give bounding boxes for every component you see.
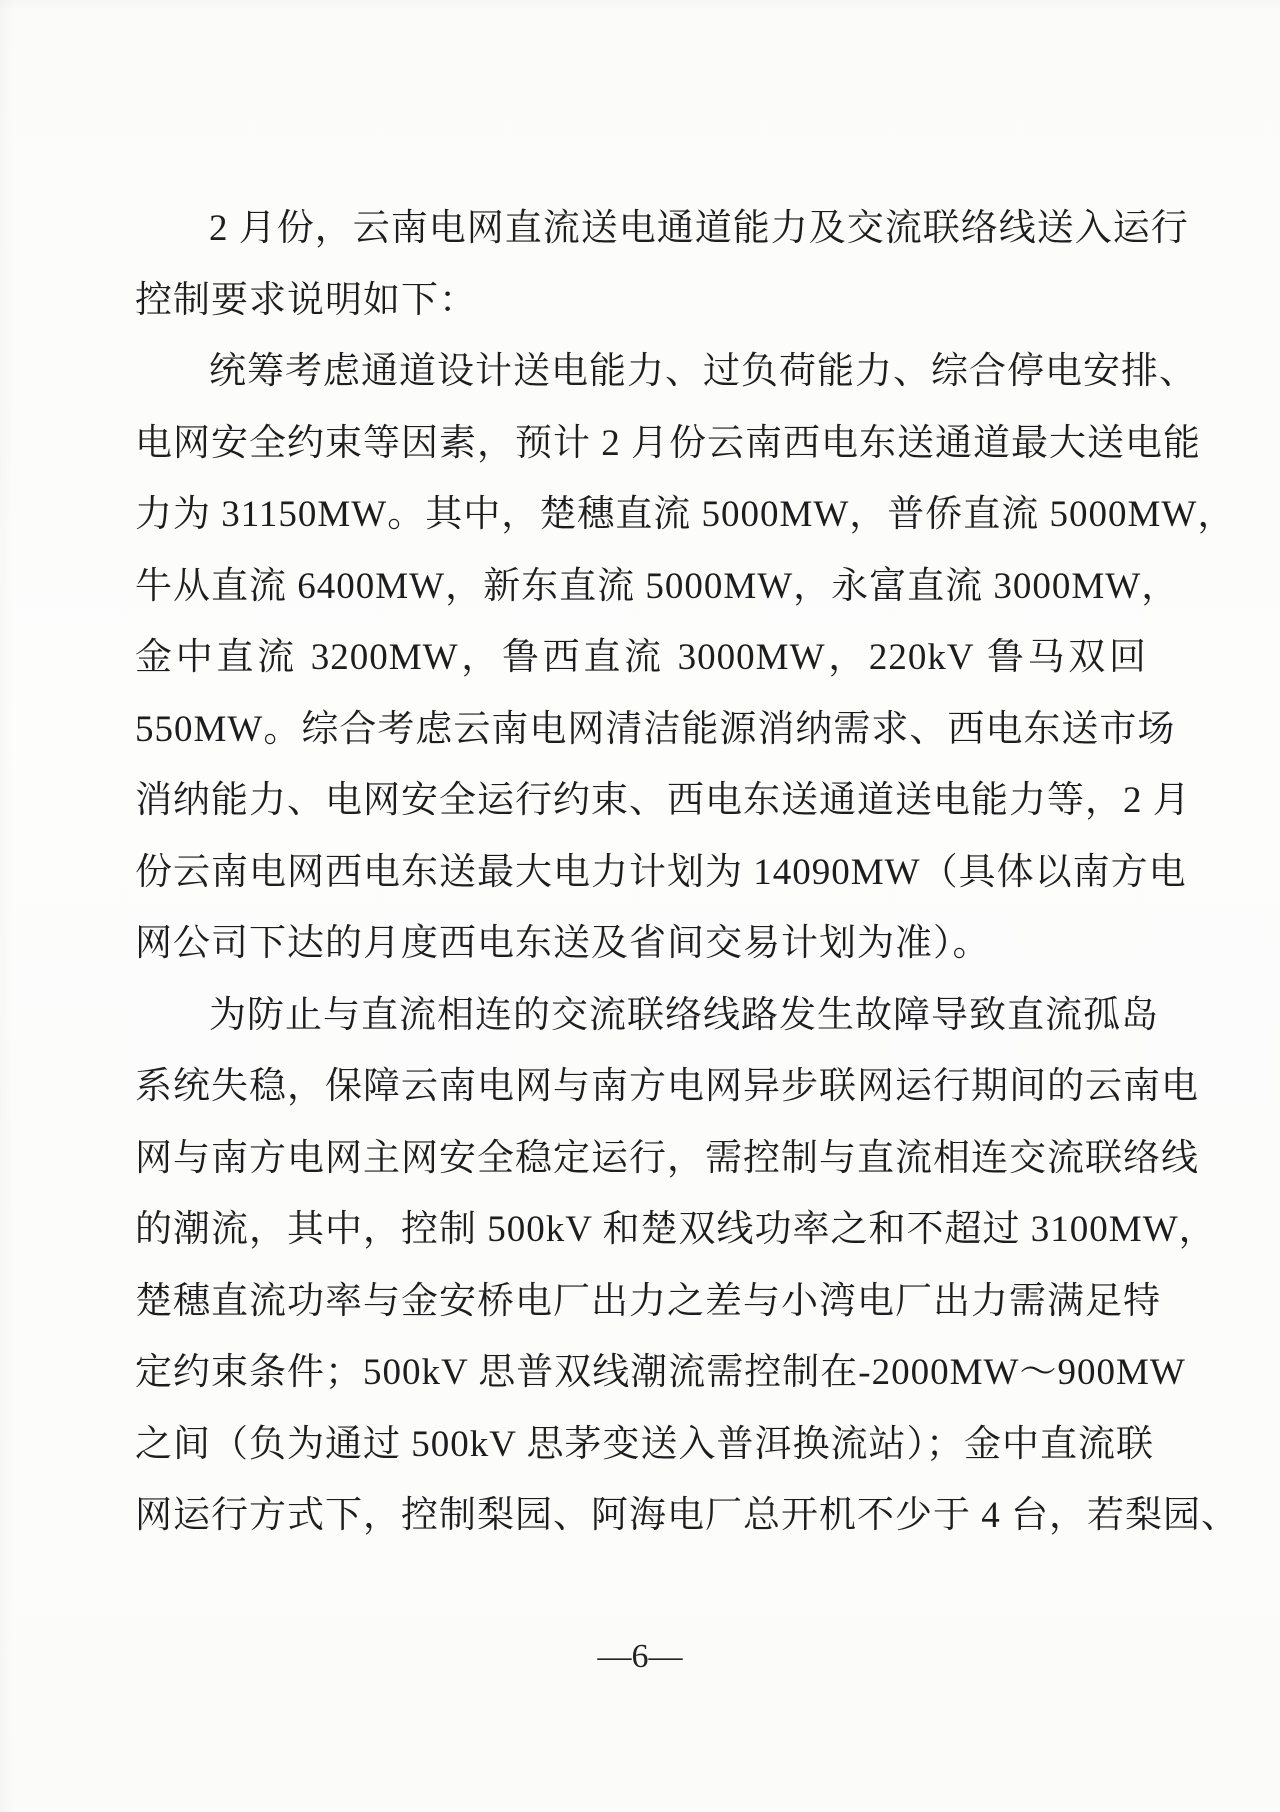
text-line: 为防止与直流相连的交流联络线路发生故障导致直流孤岛: [209, 994, 1159, 1036]
text-line: 定约束条件；500kV 思普双线潮流需控制在-2000MW～900MW: [135, 1352, 1186, 1393]
text-line: 550MW。综合考虑云南电网清洁能源消纳需求、西电东送市场: [135, 708, 1176, 750]
text-line: 统筹考虑通道设计送电能力、过负荷能力、综合停电安排、: [209, 351, 1197, 392]
paragraph: [135, 193, 1189, 336]
text-line: 的潮流，其中，控制 500kV 和楚双线功率之和不超过 3100MW，: [135, 1209, 1217, 1250]
text-line: 系统失稳，保障云南电网与南方电网异步联网运行期间的云南电: [135, 1066, 1199, 1107]
paragraph: [135, 980, 1239, 1552]
text-block: [135, 193, 1239, 1552]
text-line: 网与南方电网主网安全稳定运行，需控制与直流相连交流联络线: [135, 1137, 1199, 1179]
scan-shade: [0, 0, 14, 1812]
text-line: 电网安全约束等因素，预计 2 月份云南西电东送通道最大送电能: [135, 422, 1201, 464]
text-line: 消纳能力、电网安全运行约束、西电东送通道送电能力等，2 月: [135, 780, 1191, 821]
text-line: 控制要求说明如下：: [135, 279, 477, 321]
text-line: 网运行方式下，控制梨园、阿海电厂总开机不少于 4 台，若梨园、: [135, 1495, 1239, 1536]
text-line: 2 月份，云南电网直流送电通道能力及交流联络线送入运行: [209, 208, 1189, 249]
text-line: 份云南电网西电东送最大电力计划为 14090MW（具体以南方电: [135, 851, 1187, 893]
text-line: 力为 31150MW。其中，楚穗直流 5000MW，普侨直流 5000MW，: [135, 494, 1236, 535]
text-line: 牛从直流 6400MW，新东直流 5000MW，永富直流 3000MW，: [135, 565, 1180, 607]
text-line: 金中直流 3200MW，鲁西直流 3000MW，220kV 鲁马双回: [135, 637, 1147, 678]
text-line: 楚穗直流功率与金安桥电厂出力之差与小湾电厂出力需满足特: [135, 1280, 1161, 1322]
text-line: 之间（负为通过 500kV 思茅变送入普洱换流站）；金中直流联: [135, 1423, 1155, 1465]
text-line: 网公司下达的月度西电东送及省间交易计划为准）。: [135, 923, 991, 964]
page-number: —6—: [597, 1638, 683, 1675]
paragraph: [135, 336, 1236, 980]
scan-shade: [0, 0, 1280, 10]
